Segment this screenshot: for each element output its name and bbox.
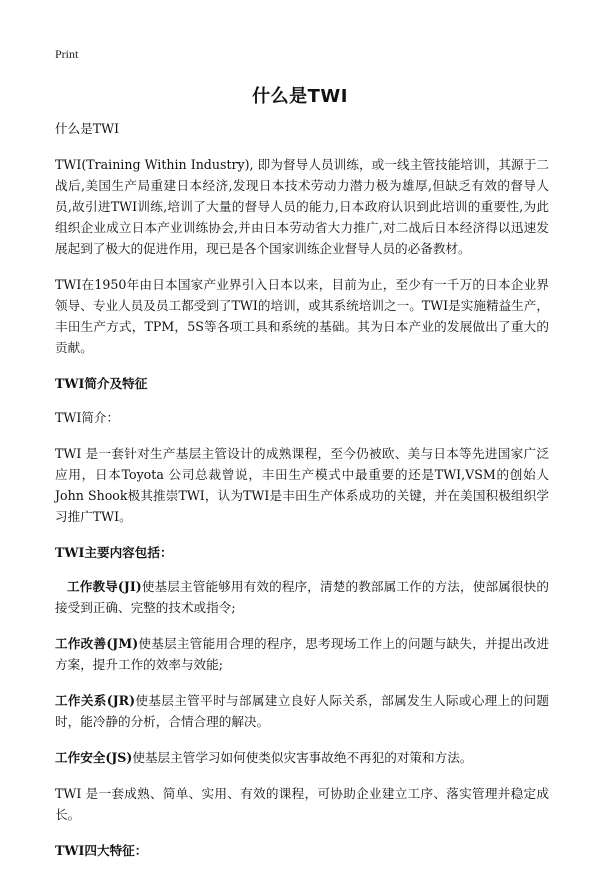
text-job-methods: 使基层主管能用合理的程序，思考现场工作上的问题与缺失，并提出改进方案，提升工作的效率与效能; [55,636,549,672]
list-item-job-instruction [55,576,549,618]
intro-label: 什么是TWI [55,121,120,136]
term-job-instruction: 工作教导(JI) [67,579,142,594]
print-link[interactable]: Print [55,47,79,61]
section-heading-four-features: TWI四大特征： [55,843,148,858]
list-item-job-relations [55,690,549,732]
term-job-methods: 工作改善(JM) [55,636,139,651]
section-heading-main-content: TWI主要内容包括： [55,545,173,560]
page-title: 什么是TWI [252,86,348,107]
section-subheading-intro: TWI简介： [55,410,120,425]
list-item-job-safety [55,747,549,768]
paragraph-twi-summary: TWI 是一套成熟、简单、实用、有效的课程，可协助企业建立工序、落实管理并稳定成长。 [55,786,549,822]
text-job-safety: 使基层主管学习如何使类似灾害事故绝不再犯的对策和方法。 [132,750,473,765]
text-job-instruction: 使基层主管能够用有效的程序，清楚的教部属工作的方法，使部属很快的接受到正确、完整的技术或指令; [55,579,549,615]
text-job-relations: 使基层主管平时与部属建立良好人际关系，部属发生人际或心理上的问题时，能冷静的分析，合情合理的解决。 [55,693,550,729]
paragraph-twi-overview: TWI 是一套针对生产基层主管设计的成熟课程，至今仍被欧、美与日本等先进国家广泛应用，日本Toyota 公司总裁曾说，丰田生产模式中最重要的还是TWI,VSM的创始人John Shook极其推崇TWI，认为TWI是丰田生产体系成功的关键，并在美国积极组织学习推广TWI。 [55,446,549,524]
section-heading-intro-features: TWI简介及特征 [55,376,148,391]
list-item-job-methods [55,633,549,675]
term-job-relations: 工作关系(JR) [55,693,136,708]
article-body [55,118,549,874]
paragraph-twi-definition: TWI(Training Within Industry), 即为督导人员训练，或一线主管技能培训，其源于二战后,美国生产局重建日本经济,发现日本技术劳动力潜力极为雄厚,但缺乏有效的督导人员,故引进TWI训练,培训了大量的督导人员的能力,日本政府认识到此培训的重要性,为此组织企业成立日本产业训练协会,并由日本劳动省大力推广,对二战后日本经济得以迅速发展起到了极大的促进作用，现已是各个国家训练企业督导人员的必备教材。 [55,157,549,256]
term-job-safety: 工作安全(JS) [55,750,133,765]
paragraph-twi-history: TWI在1950年由日本国家产业界引入日本以来，目前为止，至少有一千万的日本企业界领导、专业人员及员工都受到了TWI的培训，或其系统培训之一。TWI是实施精益生产，丰田生产方式，TPM，5S等各项工具和系统的基础。其为日本产业的发展做出了重大的贡献。 [55,277,549,355]
